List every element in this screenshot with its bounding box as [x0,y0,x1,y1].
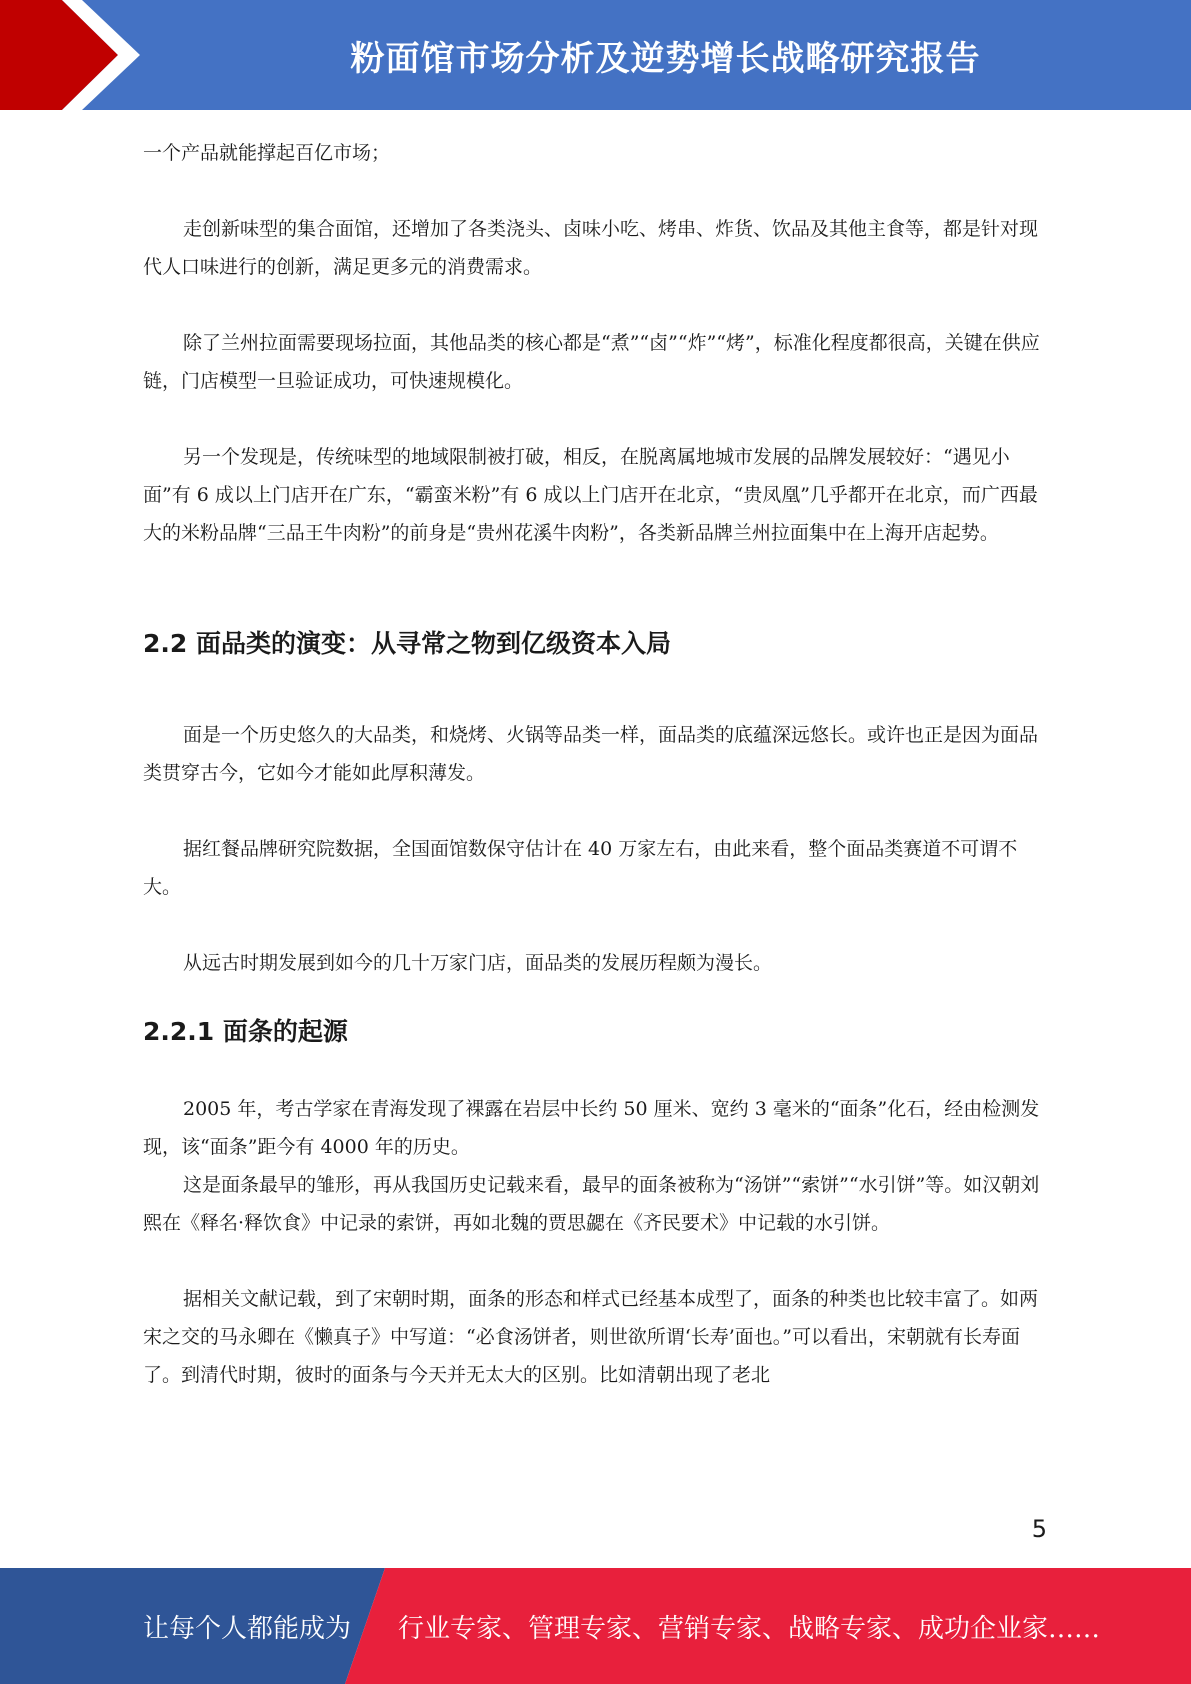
paragraph: 据相关文献记载，到了宋朝时期，面条的形态和样式已经基本成型了，面条的种类也比较丰富了。如两宋之交的马永卿在《懒真子》中写道：“必食汤饼者，则世欲所谓‘长寿’面也。”可以看出，宋朝就有长寿面了。到清代时期，彼时的面条与今天并无太大的区别。比如清朝出现了老北 [143,1288,1039,1386]
page-header [0,0,1191,110]
section-heading-2-2: 2.2 面品类的演变：从寻常之物到亿级资本入局 [143,629,671,658]
paragraph: 据红餐品牌研究院数据，全国面馆数保守估计在 40 万家左右，由此来看，整个面品类赛道不可谓不大。 [143,838,1018,898]
section-heading-2-2-1: 2.2.1 面条的起源 [143,1017,348,1046]
header-arrow-decoration [0,0,160,110]
paragraph: 2005 年，考古学家在青海发现了裸露在岩层中长约 50 厘米、宽约 3 毫米的“面条”化石，经由检测发现，该“面条”距今有 4000 年的历史。 [143,1098,1040,1158]
paragraph: 面是一个历史悠久的大品类，和烧烤、火锅等品类一样，面品类的底蕴深远悠长。或许也正是因为面品类贯穿古今，它如今才能如此厚积薄发。 [143,724,1039,784]
paragraph: 这是面条最早的雏形，再从我国历史记载来看，最早的面条被称为“汤饼”“索饼”“水引饼”等。如汉朝刘熙在《释名·释饮食》中记录的索饼，再如北魏的贾思勰在《齐民要术》中记载的水引饼。 [143,1174,1040,1234]
page-content [143,134,1048,1394]
paragraph: 除了兰州拉面需要现场拉面，其他品类的核心都是“煮”“卤”“炸”“烤”，标准化程度都很高，关键在供应链，门店模型一旦验证成功，可快速规模化。 [143,332,1040,392]
page-number: 5 [1031,1515,1047,1543]
footer-slogan-left: 让每个人都能成为 [143,1613,352,1644]
paragraph: 一个产品就能撑起百亿市场； [143,142,391,164]
footer-slogan-right: 行业专家、管理专家、营销专家、战略专家、成功企业家…… [398,1613,1101,1644]
report-title: 粉面馆市场分析及逆势增长战略研究报告 [350,38,981,79]
page-footer [0,1568,1191,1684]
paragraph: 从远古时期发展到如今的几十万家门店，面品类的发展历程颇为漫长。 [183,952,773,974]
paragraph: 走创新味型的集合面馆，还增加了各类浇头、卤味小吃、烤串、炸货、饮品及其他主食等，都是针对现代人口味进行的创新，满足更多元的消费需求。 [143,218,1039,278]
paragraph: 另一个发现是，传统味型的地域限制被打破，相反，在脱离属地城市发展的品牌发展较好：“遇见小面”有 6 成以上门店开在广东，“霸蛮米粉”有 6 成以上门店开在北京，“贵凤凰”几乎都开在北京，而广西最大的米粉品牌“三品王牛肉粉”的前身是“贵州花溪牛肉粉”，各类新品牌兰州拉面集中在上海开店起势。 [143,446,1038,544]
